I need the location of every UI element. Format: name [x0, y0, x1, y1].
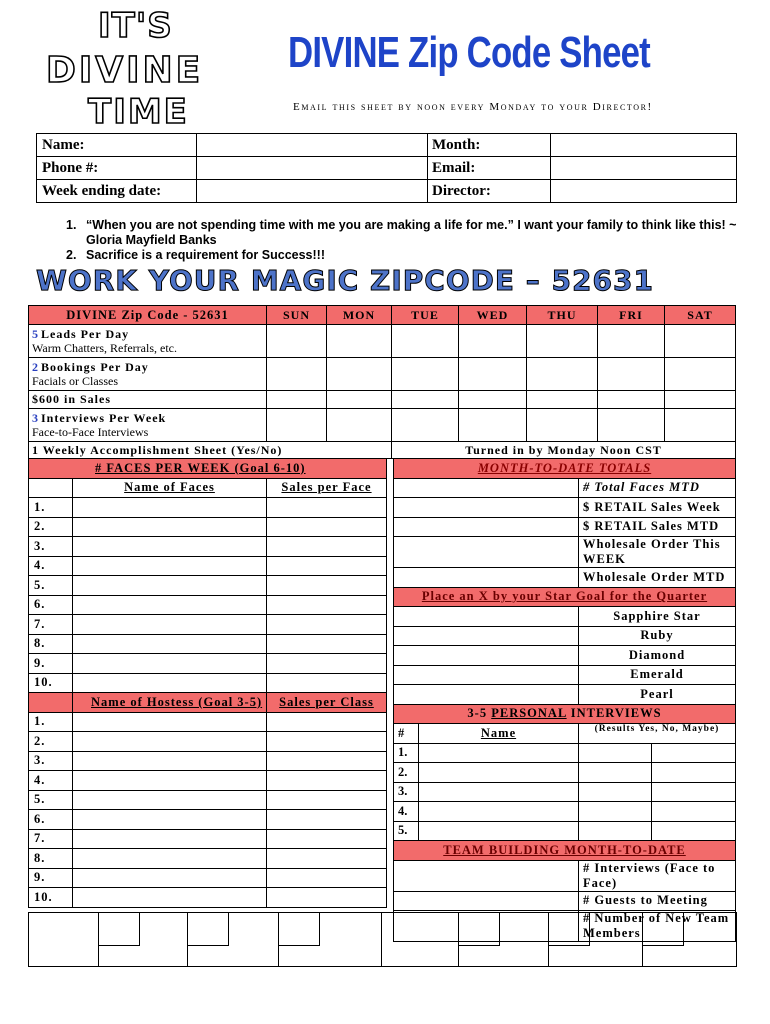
weekly-row-label: [29, 409, 267, 442]
turned-in-label: Turned in by Monday Noon CST: [392, 442, 736, 459]
face-row-number: 10.: [29, 673, 73, 693]
interview-row: [394, 782, 736, 802]
hostess-name-cell[interactable]: [73, 790, 267, 810]
mtd-label: $ RETAIL Sales Week: [579, 498, 736, 518]
team-value-cell[interactable]: [394, 891, 579, 911]
face-sales-cell[interactable]: [267, 556, 387, 576]
interview-result-cell[interactable]: [579, 802, 652, 822]
logo-its: IT'S: [98, 6, 173, 46]
hostess-row-number: 9.: [29, 868, 73, 888]
interview-name-cell[interactable]: [419, 763, 579, 783]
team-value-cell[interactable]: [394, 860, 579, 891]
cell[interactable]: [327, 409, 392, 442]
star-label: Ruby: [579, 626, 736, 646]
face-row-number: 2.: [29, 517, 73, 537]
mtd-value-cell[interactable]: [394, 498, 579, 518]
hostess-row: [29, 712, 387, 732]
hostess-row: [29, 849, 387, 869]
star-row: [394, 626, 736, 646]
interview-row-number: 4.: [394, 802, 419, 822]
hostess-row-number: 8.: [29, 849, 73, 869]
hostess-row: [29, 810, 387, 830]
hostess-row: [29, 888, 387, 908]
header-fields: [36, 133, 737, 203]
hostess-name-cell[interactable]: [73, 751, 267, 771]
day-mon: MON: [327, 306, 392, 325]
weekly-row-label: [29, 325, 267, 358]
mtd-header: MONTH-TO-DATE TOTALS: [394, 459, 736, 479]
hostess-sales-cell[interactable]: [267, 888, 387, 908]
row-sub: Warm Chatters, Referrals, etc.: [32, 341, 177, 355]
face-sales-cell[interactable]: [267, 673, 387, 693]
interview-result-cell[interactable]: [652, 743, 736, 763]
corner-box[interactable]: [278, 912, 320, 946]
face-name-cell[interactable]: [73, 517, 267, 537]
row-sub: Face-to-Face Interviews: [32, 425, 149, 439]
face-row: [29, 517, 387, 537]
star-checkbox[interactable]: [394, 665, 579, 685]
cell[interactable]: [327, 391, 392, 409]
face-row-number: 9.: [29, 654, 73, 674]
face-sales-cell[interactable]: [267, 595, 387, 615]
mtd-row: [394, 517, 736, 537]
cell[interactable]: [665, 391, 736, 409]
face-name-cell[interactable]: [73, 576, 267, 596]
face-row: [29, 556, 387, 576]
hostess-sales-cell[interactable]: [267, 810, 387, 830]
weekly-row-label: [29, 391, 267, 409]
day-fri: FRI: [598, 306, 665, 325]
hostess-row-number: 7.: [29, 829, 73, 849]
face-row: [29, 673, 387, 693]
hostess-sales-cell[interactable]: [267, 771, 387, 791]
phone-label: Phone #:: [37, 157, 197, 180]
star-checkbox[interactable]: [394, 685, 579, 705]
cell[interactable]: [527, 409, 598, 442]
spacer: [29, 693, 73, 713]
team-label: # Number of New Team Members: [579, 911, 736, 942]
corner-box[interactable]: [458, 912, 500, 946]
face-sales-cell[interactable]: [267, 537, 387, 557]
hostess-row: [29, 732, 387, 752]
cell[interactable]: [598, 391, 665, 409]
corner-box[interactable]: [98, 912, 140, 946]
face-sales-cell[interactable]: [267, 634, 387, 654]
hostess-row: [29, 868, 387, 888]
hostess-sales-cell[interactable]: [267, 829, 387, 849]
week-ending-field[interactable]: [197, 180, 428, 203]
face-row: [29, 498, 387, 518]
cell[interactable]: [267, 391, 327, 409]
star-row: [394, 646, 736, 666]
row-title: Bookings Per Day: [41, 360, 149, 374]
face-name-cell[interactable]: [73, 654, 267, 674]
row-title: Interviews Per Week: [41, 411, 167, 425]
hostess-name-cell[interactable]: [73, 868, 267, 888]
day-sat: SAT: [665, 306, 736, 325]
face-row-number: 4.: [29, 556, 73, 576]
team-header: TEAM BUILDING MONTH-TO-DATE: [394, 841, 736, 861]
hostess-name-cell[interactable]: [73, 829, 267, 849]
star-label: Sapphire Star: [579, 607, 736, 627]
hostess-name-cell[interactable]: [73, 732, 267, 752]
cell[interactable]: [665, 358, 736, 391]
note-text: Sacrifice is a requirement for Success!!!: [86, 248, 325, 262]
cell[interactable]: [598, 325, 665, 358]
hostess-name-cell[interactable]: [73, 771, 267, 791]
hostess-row-number: 10.: [29, 888, 73, 908]
mtd-row: [394, 498, 736, 518]
face-row-number: 3.: [29, 537, 73, 557]
row-goal: 3: [32, 411, 38, 425]
interview-result-cell[interactable]: [652, 821, 736, 841]
weekly-tracker: [28, 305, 736, 459]
interview-row-number: 1.: [394, 743, 419, 763]
row-goal: 5: [32, 327, 38, 341]
interview-row: [394, 821, 736, 841]
logo-time: TIME: [88, 92, 189, 132]
cell[interactable]: [392, 325, 459, 358]
star-label: Emerald: [579, 665, 736, 685]
month-field[interactable]: [551, 134, 737, 157]
day-tue: TUE: [392, 306, 459, 325]
phone-field[interactable]: [197, 157, 428, 180]
cell[interactable]: [327, 358, 392, 391]
row-title: in Sales: [64, 392, 112, 406]
cell[interactable]: [527, 391, 598, 409]
face-name-cell[interactable]: [73, 498, 267, 518]
day-sun: SUN: [267, 306, 327, 325]
hostess-row-number: 5.: [29, 790, 73, 810]
interviews-header: 3-5 PERSONAL INTERVIEWS: [394, 704, 736, 724]
cell[interactable]: [459, 358, 527, 391]
faces-name-header: Name of Faces: [73, 478, 267, 498]
hostess-sales-cell[interactable]: [267, 712, 387, 732]
right-panel: [393, 458, 736, 942]
email-field[interactable]: [551, 157, 737, 180]
cell[interactable]: [665, 325, 736, 358]
interview-result-cell[interactable]: [652, 782, 736, 802]
month-label: Month:: [428, 134, 551, 157]
mtd-row: [394, 568, 736, 588]
cell[interactable]: [459, 325, 527, 358]
star-row: [394, 665, 736, 685]
cell[interactable]: [459, 409, 527, 442]
director-field[interactable]: [551, 180, 737, 203]
weekly-corner: DIVINE Zip Code - 52631: [29, 306, 267, 325]
star-header: Place an X by your Star Goal for the Quarter: [394, 587, 736, 607]
mtd-row: [394, 478, 736, 498]
weekly-row: [29, 325, 736, 358]
face-row-number: 7.: [29, 615, 73, 635]
corner-box[interactable]: [548, 912, 590, 946]
interview-result-cell[interactable]: [652, 802, 736, 822]
cell[interactable]: [327, 325, 392, 358]
mtd-label: Wholesale Order This WEEK: [579, 537, 736, 568]
mtd-value-cell[interactable]: [394, 537, 579, 568]
interview-name-cell[interactable]: [419, 743, 579, 763]
hostess-row-number: 6.: [29, 810, 73, 830]
face-sales-cell[interactable]: [267, 654, 387, 674]
hostess-row-number: 1.: [29, 712, 73, 732]
notes: [66, 218, 746, 263]
hostess-sales-cell[interactable]: [267, 790, 387, 810]
weekly-row-label: [29, 358, 267, 391]
row-goal: $600: [32, 392, 60, 406]
hostess-name-cell[interactable]: [73, 849, 267, 869]
hostess-sales-cell[interactable]: [267, 732, 387, 752]
hostess-sales-cell[interactable]: [267, 751, 387, 771]
face-sales-cell[interactable]: [267, 498, 387, 518]
week-ending-label: Week ending date:: [37, 180, 197, 203]
interview-row: [394, 802, 736, 822]
director-label: Director:: [428, 180, 551, 203]
interview-row: [394, 763, 736, 783]
mtd-row: [394, 537, 736, 568]
interview-result-cell[interactable]: [579, 821, 652, 841]
cell[interactable]: [392, 409, 459, 442]
team-label: # Guests to Meeting: [579, 891, 736, 911]
interview-result-cell[interactable]: [579, 763, 652, 783]
hostess-row: [29, 790, 387, 810]
face-row: [29, 615, 387, 635]
interview-result-cell[interactable]: [652, 763, 736, 783]
cell[interactable]: [392, 391, 459, 409]
team-row: [394, 860, 736, 891]
star-row: [394, 685, 736, 705]
face-row: [29, 654, 387, 674]
row-title: Leads Per Day: [41, 327, 130, 341]
face-sales-cell[interactable]: [267, 615, 387, 635]
weekly-row: [29, 391, 736, 409]
star-checkbox[interactable]: [394, 626, 579, 646]
team-label: # Interviews (Face to Face): [579, 860, 736, 891]
face-row: [29, 595, 387, 615]
face-name-cell[interactable]: [73, 595, 267, 615]
star-label: Pearl: [579, 685, 736, 705]
hostess-row: [29, 751, 387, 771]
star-row: [394, 607, 736, 627]
page-title: DIVINE Zip Code Sheet: [288, 28, 650, 77]
accomplishment-sheet-label: 1 Weekly Accomplishment Sheet (Yes/No): [29, 442, 392, 459]
faces-num-header: [29, 478, 73, 498]
interview-row-number: 2.: [394, 763, 419, 783]
hostess-row: [29, 829, 387, 849]
hostess-sales-header: Sales per Class: [267, 693, 387, 713]
face-row-number: 8.: [29, 634, 73, 654]
cell[interactable]: [665, 409, 736, 442]
face-name-cell[interactable]: [73, 673, 267, 693]
hostess-sales-cell[interactable]: [267, 868, 387, 888]
divider: [381, 912, 382, 967]
interview-result-cell[interactable]: [579, 743, 652, 763]
cell[interactable]: [527, 325, 598, 358]
hostess-name-cell[interactable]: [73, 712, 267, 732]
interviews-num-header: #: [394, 724, 419, 744]
mtd-value-cell[interactable]: [394, 517, 579, 537]
note-number: 2.: [66, 248, 77, 262]
mtd-value-cell[interactable]: [394, 478, 579, 498]
corner-box[interactable]: [187, 912, 229, 946]
row-sub: Facials or Classes: [32, 374, 118, 388]
row-goal: 2: [32, 360, 38, 374]
note-number: 1.: [66, 218, 77, 232]
face-row-number: 1.: [29, 498, 73, 518]
mtd-value-cell[interactable]: [394, 568, 579, 588]
email-label: Email:: [428, 157, 551, 180]
face-name-cell[interactable]: [73, 615, 267, 635]
interviews-result-header: (Results Yes, No, Maybe): [579, 724, 736, 744]
note-item: [66, 218, 746, 248]
interview-row-number: 3.: [394, 782, 419, 802]
cell[interactable]: [267, 358, 327, 391]
logo-divine: DIVINE: [46, 50, 204, 91]
cell[interactable]: [598, 358, 665, 391]
weekly-row: [29, 358, 736, 391]
face-name-cell[interactable]: [73, 556, 267, 576]
cell[interactable]: [527, 358, 598, 391]
interview-name-cell[interactable]: [419, 782, 579, 802]
weekly-row: [29, 409, 736, 442]
corner-box[interactable]: [642, 912, 684, 946]
face-row: [29, 634, 387, 654]
interview-result-cell[interactable]: [579, 782, 652, 802]
cell[interactable]: [392, 358, 459, 391]
face-sales-cell[interactable]: [267, 517, 387, 537]
mtd-label: # Total Faces MTD: [579, 478, 736, 498]
faces-table: [28, 458, 387, 908]
interviews-name-header: Name: [419, 724, 579, 744]
mtd-label: Wholesale Order MTD: [579, 568, 736, 588]
hostess-name-cell[interactable]: [73, 810, 267, 830]
mtd-label: $ RETAIL Sales MTD: [579, 517, 736, 537]
name-field[interactable]: [197, 134, 428, 157]
star-label: Diamond: [579, 646, 736, 666]
hostess-name-cell[interactable]: [73, 888, 267, 908]
interview-row: [394, 743, 736, 763]
cell[interactable]: [598, 409, 665, 442]
face-row: [29, 537, 387, 557]
interview-name-cell[interactable]: [419, 821, 579, 841]
note-item: [66, 248, 746, 263]
faces-sales-header: Sales per Face: [267, 478, 387, 498]
hostess-row-number: 3.: [29, 751, 73, 771]
interview-row-number: 5.: [394, 821, 419, 841]
face-name-cell[interactable]: [73, 537, 267, 557]
hostess-row-number: 2.: [29, 732, 73, 752]
day-thu: THU: [527, 306, 598, 325]
star-checkbox[interactable]: [394, 607, 579, 627]
hostess-sales-cell[interactable]: [267, 849, 387, 869]
interview-name-cell[interactable]: [419, 802, 579, 822]
day-wed: WED: [459, 306, 527, 325]
faces-header: # FACES PER WEEK (Goal 6-10): [29, 459, 387, 479]
face-row: [29, 576, 387, 596]
team-row: [394, 891, 736, 911]
zipcode-banner: WORK YOUR MAGIC ZIPCODE – 52631: [36, 264, 654, 297]
face-name-cell[interactable]: [73, 634, 267, 654]
cell[interactable]: [267, 325, 327, 358]
face-sales-cell[interactable]: [267, 576, 387, 596]
face-row-number: 5.: [29, 576, 73, 596]
cell[interactable]: [267, 409, 327, 442]
cell[interactable]: [459, 391, 527, 409]
star-checkbox[interactable]: [394, 646, 579, 666]
hostess-row-number: 4.: [29, 771, 73, 791]
note-text: “When you are not spending time with me you are making a life for me.” I want your family to think like this! ~ Gloria Mayfield Banks: [86, 218, 737, 247]
hostess-row: [29, 771, 387, 791]
name-label: Name:: [37, 134, 197, 157]
page-subtitle: Email this sheet by noon every Monday to your Director!: [293, 101, 653, 113]
hostess-name-header: Name of Hostess (Goal 3-5): [73, 693, 267, 713]
face-row-number: 6.: [29, 595, 73, 615]
